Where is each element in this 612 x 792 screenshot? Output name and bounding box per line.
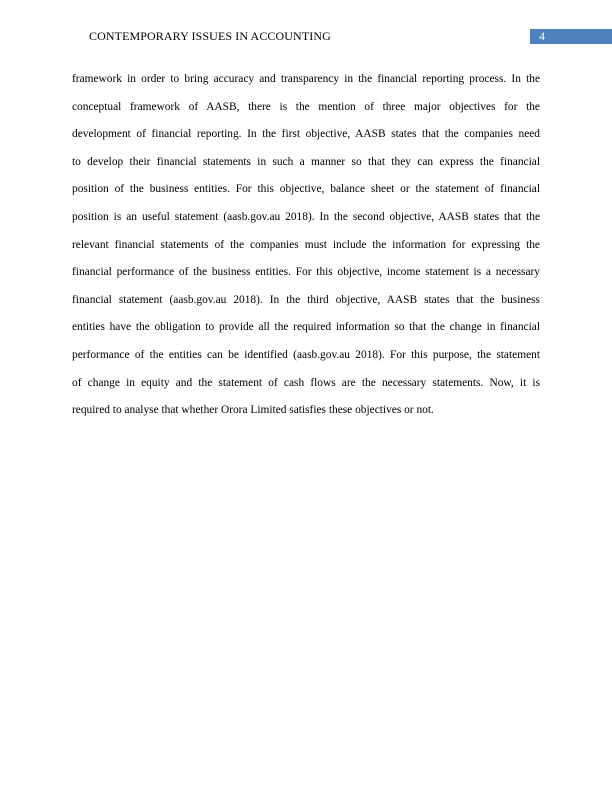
text-line: entities have the obligation to provide all the required information so that the change in financial: [72, 321, 540, 334]
page-header: [0, 0, 612, 50]
text-line: financial statement (aasb.gov.au 2018). In the third objective, AASB states that the business: [72, 293, 540, 306]
text-line: to develop their financial statements in such a manner so that they can express the financial: [72, 155, 540, 168]
running-header-title: CONTEMPORARY ISSUES IN ACCOUNTING: [89, 29, 331, 43]
text-line: conceptual framework of AASB, there is the mention of three major objectives for the: [72, 100, 540, 113]
body-paragraph: [72, 66, 540, 425]
text-line-last: required to analyse that whether Orora Limited satisfies these objectives or not.: [72, 404, 434, 417]
text-line: performance of the entities can be identified (aasb.gov.au 2018). For this purpose, the statement: [72, 348, 540, 361]
page-number: 4: [539, 29, 545, 43]
text-line: position of the business entities. For this objective, balance sheet or the statement of financial: [72, 183, 540, 196]
text-line: financial performance of the business entities. For this objective, income statement is a necessary: [72, 266, 540, 279]
text-line: development of financial reporting. In the first objective, AASB states that the companies need: [72, 128, 540, 141]
text-line: relevant financial statements of the companies must include the information for expressing the: [72, 238, 540, 251]
page-number-badge: [530, 29, 612, 44]
text-line: position is an useful statement (aasb.gov.au 2018). In the second objective, AASB states that the: [72, 210, 540, 223]
text-line: framework in order to bring accuracy and transparency in the financial reporting process. In the: [72, 73, 540, 85]
text-line: of change in equity and the statement of cash flows are the necessary statements. Now, it is: [72, 376, 540, 389]
